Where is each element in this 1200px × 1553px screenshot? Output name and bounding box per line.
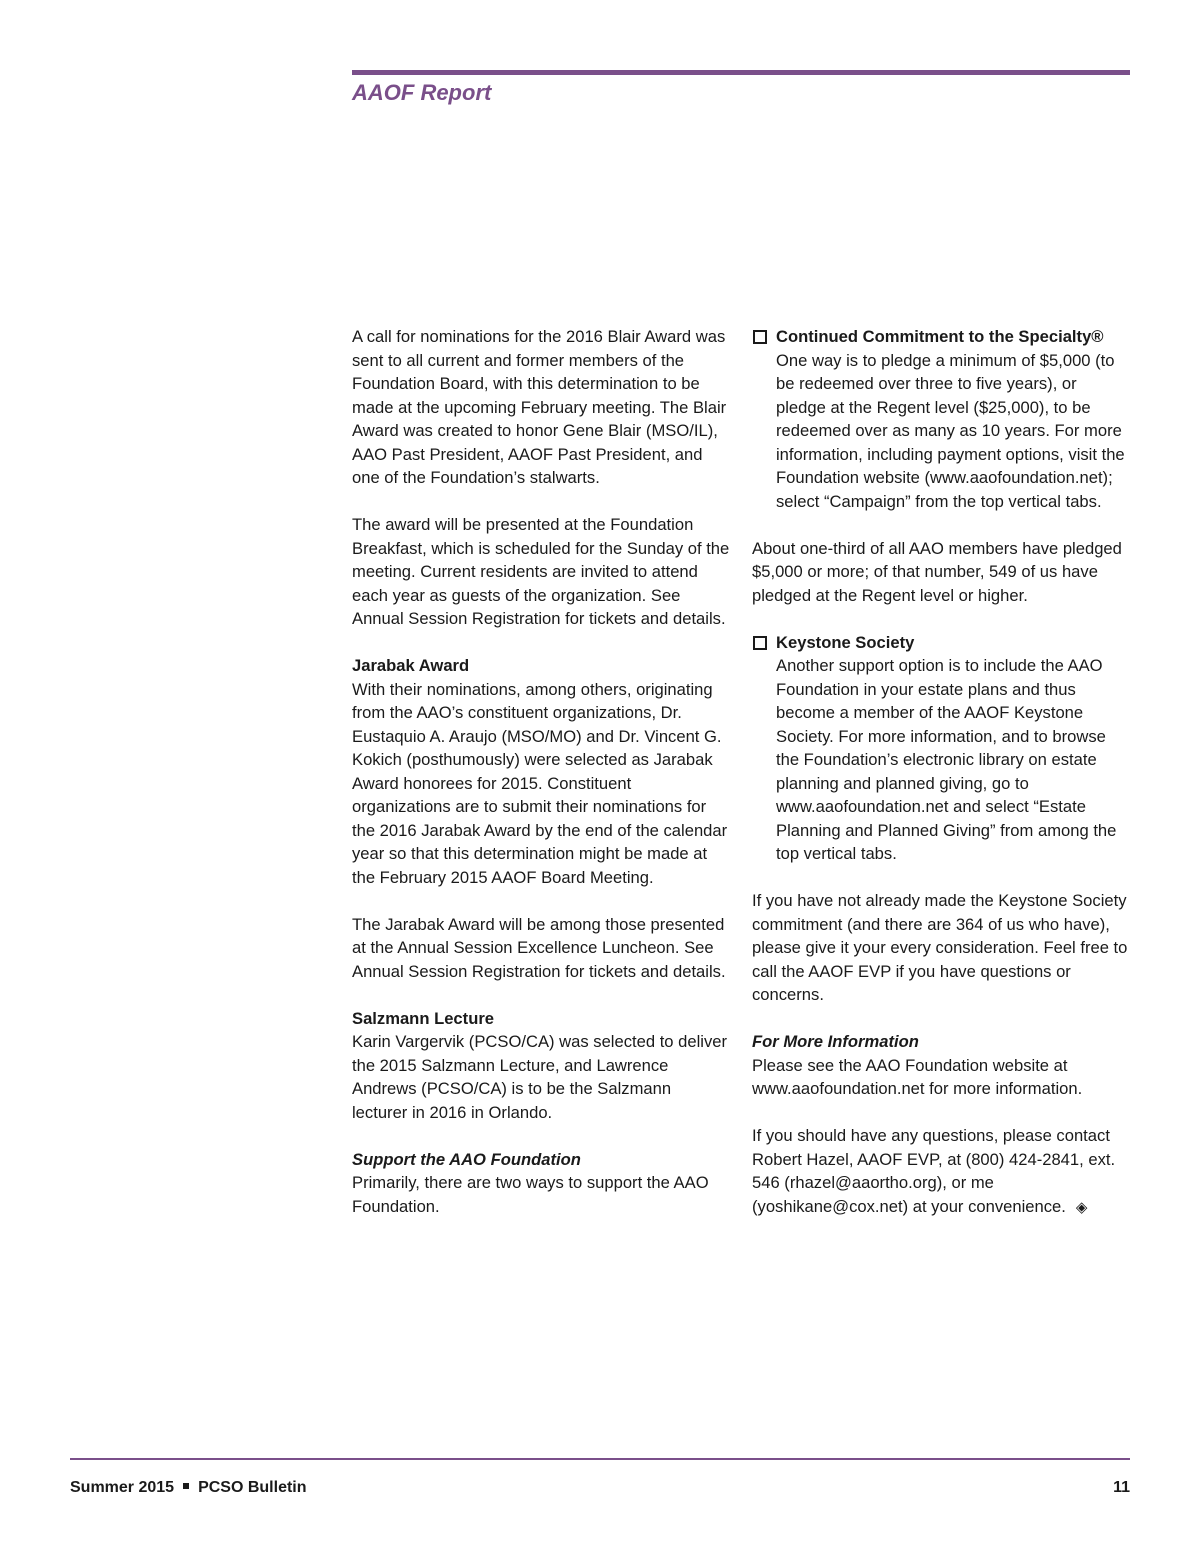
keystone-bullet <box>752 631 1130 866</box>
salzmann-lecture-heading: Salzmann Lecture <box>352 1008 495 1028</box>
jarabak-award-section <box>352 654 730 889</box>
commitment-bullet <box>752 325 1130 513</box>
right-column <box>752 325 1130 1243</box>
more-info-paragraph: Please see the AAO Foundation website at www.aaofoundation.net for more information. <box>752 1055 1083 1098</box>
end-of-article-diamond-icon: ◈ <box>1075 1198 1088 1216</box>
section-title: AAOF Report <box>352 80 492 105</box>
footer-issue-line <box>70 1479 307 1497</box>
commitment-heading: Continued Commitment to the Specialty® <box>776 327 1104 346</box>
more-info-heading: For More Information <box>752 1032 919 1051</box>
blair-award-paragraph: A call for nominations for the 2016 Blair Award was sent to all current and former members of the Foundation Board, with this determination to be made at the upcoming February meeting. The Blair Award was created to honor Gene Blair (MSO/IL), AAO Past President, AAOF Past President, and one of the Foundation’s stalwarts. <box>352 327 727 487</box>
header-rule <box>352 70 1130 75</box>
checkbox-square-icon <box>753 330 767 344</box>
salzmann-lecture-paragraph: Karin Vargervik (PCSO/CA) was selected to deliver the 2015 Salzmann Lecture, and Lawrence Andrews (PCSO/CA) is to be the Salzmann lecturer in 2016 in Orlando. <box>352 1032 728 1122</box>
jarabak-award-paragraph: With their nominations, among others, originating from the AAO’s constituent organizations, Dr. Eustaquio A. Araujo (MSO/MO) and Dr. Vincent G. Kokich (posthumously) were selected as Jarabak Award honorees for 2015. Constituent organizations are to submit their nominations for the 2016 Jarabak Award by the end of the calendar year so that this determination might be made at the February 2015 AAOF Board Meeting. <box>352 679 728 887</box>
support-foundation-section <box>352 1148 730 1219</box>
jarabak-award-heading: Jarabak Award <box>352 656 470 675</box>
footer-rule <box>70 1458 1130 1460</box>
footer-separator-square-icon <box>183 1483 189 1489</box>
blair-award-presentation-paragraph: The award will be presented at the Foundation Breakfast, which is scheduled for the Sunday of the meeting. Current residents are invited to attend each year as guests of the organization. See Annual Session Registration for tickets and details. <box>352 515 730 628</box>
support-foundation-paragraph: Primarily, there are two ways to support the AAO Foundation. <box>352 1173 709 1216</box>
left-column <box>352 325 730 1242</box>
checkbox-square-icon <box>753 636 767 650</box>
more-info-section <box>752 1030 1130 1101</box>
pledge-statistics-paragraph: About one-third of all AAO members have pledged $5,000 or more; of that number, 549 of us have pledged at the Regent level or higher. <box>752 538 1122 605</box>
salzmann-lecture-section <box>352 1007 730 1125</box>
keystone-body: Another support option is to include the AAO Foundation in your estate plans and thus become a member of the AAOF Keystone Society. For more information, and to browse the Foundation’s electronic library on estate planning and planned giving, go to www.aaofoundation.net and select “Estate Planning and Planned Giving” from among the top vertical tabs. <box>776 656 1117 863</box>
jarabak-award-luncheon-paragraph: The Jarabak Award will be among those presented at the Annual Session Excellence Luncheon. See Annual Session Registration for tickets and details. <box>352 914 726 981</box>
footer-publication: PCSO Bulletin <box>198 1479 307 1496</box>
footer-issue: Summer 2015 <box>70 1479 175 1496</box>
keystone-heading: Keystone Society <box>776 632 915 652</box>
page-number: 11 <box>1113 1479 1130 1496</box>
contact-paragraph: If you should have any questions, please contact Robert Hazel, AAOF EVP, at (800) 424-2841, ext. 546 (rhazel@aaortho.org), or me (yoshikane@cox.net) at your convenience. <box>752 1126 1116 1216</box>
commitment-body: One way is to pledge a minimum of $5,000 (to be redeemed over three to five years), or pledge at the Regent level ($25,000), to be redeemed over as many as 10 years. For more information, including payment options, visit the Foundation website (www.aaofoundation.net); select “Campaign” from the top vertical tabs. <box>776 350 1125 511</box>
support-foundation-heading: Support the AAO Foundation <box>352 1149 581 1169</box>
keystone-commitment-paragraph: If you have not already made the Keystone Society commitment (and there are 364 of us who have), please give it your every consideration. Feel free to call the AAOF EVP if you have questions or concerns. <box>752 891 1128 1004</box>
contact-paragraph-wrap <box>752 1124 1130 1219</box>
